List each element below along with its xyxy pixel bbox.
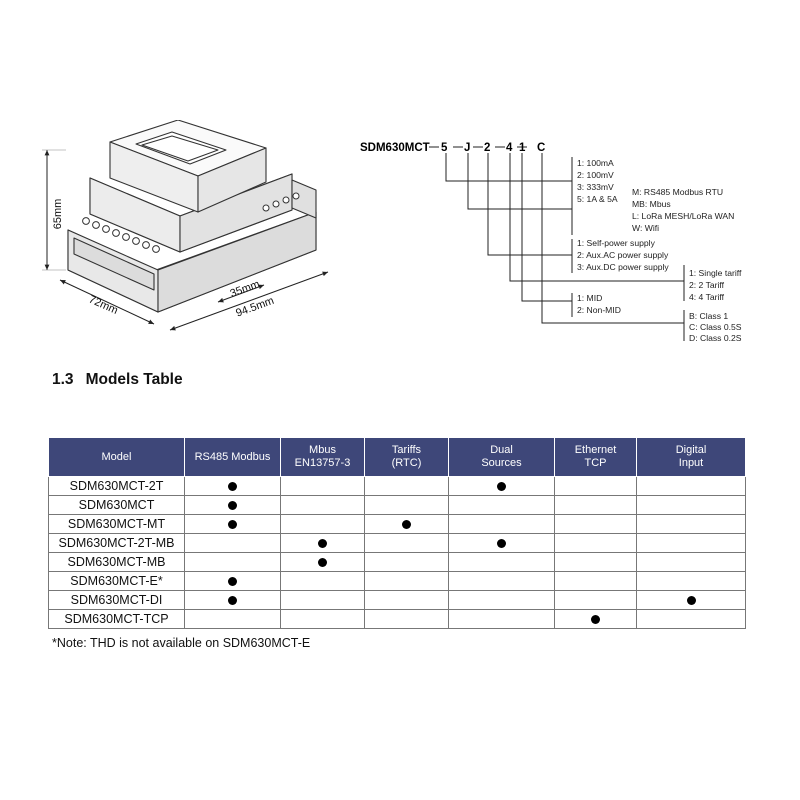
feature-cell — [449, 515, 555, 534]
option-text: 5: 1A & 5A — [577, 194, 618, 204]
option-text: 3: 333mV — [577, 182, 614, 192]
option-text: 1: 100mA — [577, 158, 614, 168]
table-row — [49, 515, 746, 534]
device-drawing — [30, 120, 350, 350]
feature-cell — [365, 572, 449, 591]
table-row — [49, 534, 746, 553]
model-name-cell: SDM630MCT-DI — [49, 591, 185, 610]
feature-cell — [637, 591, 746, 610]
feature-dot-icon — [687, 596, 696, 605]
feature-cell — [637, 572, 746, 591]
feature-cell — [281, 496, 365, 515]
feature-cell — [555, 496, 637, 515]
section-heading — [52, 371, 183, 389]
option-text: 1: Self-power supply — [577, 238, 655, 248]
code-segment-5: 1 — [519, 142, 526, 154]
feature-dot-icon — [228, 501, 237, 510]
feature-dot-icon — [318, 539, 327, 548]
feature-cell — [185, 572, 281, 591]
option-text: 2: 2 Tariff — [689, 280, 725, 290]
model-name-cell: SDM630MCT — [49, 496, 185, 515]
feature-cell — [185, 515, 281, 534]
dim-width-outer-label: 94.5mm — [234, 294, 276, 320]
feature-cell — [637, 534, 746, 553]
feature-cell — [555, 572, 637, 591]
feature-cell — [281, 534, 365, 553]
table-row — [49, 591, 746, 610]
models-table — [48, 437, 746, 629]
feature-cell — [555, 610, 637, 629]
table-body — [49, 477, 746, 629]
option-text: 1: MID — [577, 293, 603, 303]
feature-cell — [281, 591, 365, 610]
feature-dot-icon — [402, 520, 411, 529]
model-name-cell: SDM630MCT-MB — [49, 553, 185, 572]
feature-cell — [185, 553, 281, 572]
feature-cell — [449, 477, 555, 496]
feature-cell — [449, 572, 555, 591]
feature-cell — [365, 515, 449, 534]
feature-dot-icon — [497, 539, 506, 548]
feature-cell — [555, 477, 637, 496]
code-segment-2: J — [464, 142, 471, 154]
header-cell: Tariffs (RTC) — [365, 438, 449, 477]
model-name-cell: SDM630MCT-TCP — [49, 610, 185, 629]
option-text: MB: Mbus — [632, 199, 671, 209]
option-text: 2: Aux.AC power supply — [577, 250, 669, 260]
model-name-cell: SDM630MCT-2T-MB — [49, 534, 185, 553]
option-text: M: RS485 Modbus RTU — [632, 187, 724, 197]
feature-cell — [449, 610, 555, 629]
table-row — [49, 572, 746, 591]
table-row — [49, 553, 746, 572]
header-cell: Mbus EN13757-3 — [281, 438, 365, 477]
option-text: 2: Non-MID — [577, 305, 621, 315]
feature-cell — [365, 477, 449, 496]
feature-cell — [637, 515, 746, 534]
model-name-cell: SDM630MCT-2T — [49, 477, 185, 496]
feature-dot-icon — [497, 482, 506, 491]
feature-cell — [449, 553, 555, 572]
header-cell: RS485 Modbus — [185, 438, 281, 477]
code-segment-3: 2 — [484, 142, 491, 154]
code-segment-4: 4 — [506, 142, 513, 154]
header-cell: Dual Sources — [449, 438, 555, 477]
feature-cell — [185, 477, 281, 496]
feature-cell — [449, 534, 555, 553]
dim-width-inner-label: 35mm — [228, 278, 262, 301]
feature-cell — [365, 610, 449, 629]
feature-cell — [555, 591, 637, 610]
model-name-cell: SDM630MCT-MT — [49, 515, 185, 534]
model-code-diagram — [355, 135, 775, 350]
feature-dot-icon — [228, 482, 237, 491]
feature-cell — [281, 572, 365, 591]
option-text: D: Class 0.2S — [689, 333, 742, 343]
feature-cell — [281, 553, 365, 572]
feature-cell — [449, 591, 555, 610]
feature-cell — [555, 553, 637, 572]
option-text: C: Class 0.5S — [689, 322, 742, 332]
feature-cell — [555, 515, 637, 534]
feature-cell — [365, 553, 449, 572]
section-number: 1.3 — [52, 371, 74, 388]
table-row — [49, 496, 746, 515]
feature-cell — [637, 477, 746, 496]
table-row — [49, 610, 746, 629]
option-text: W: Wifi — [632, 223, 660, 233]
model-code-title: SDM630MCT — [360, 142, 430, 154]
feature-cell — [281, 515, 365, 534]
feature-cell — [449, 496, 555, 515]
feature-cell — [185, 610, 281, 629]
option-text: 3: Aux.DC power supply — [577, 262, 669, 272]
option-text: B: Class 1 — [689, 311, 729, 321]
feature-cell — [637, 610, 746, 629]
feature-cell — [281, 610, 365, 629]
feature-cell — [185, 534, 281, 553]
table-note: *Note: THD is not available on SDM630MCT-E — [52, 636, 311, 650]
dim-depth-label: 72mm — [86, 293, 120, 317]
feature-dot-icon — [318, 558, 327, 567]
feature-dot-icon — [228, 596, 237, 605]
feature-dot-icon — [591, 615, 600, 624]
table-header-row — [49, 438, 746, 477]
section-title: Models Table — [85, 371, 183, 388]
feature-cell — [555, 534, 637, 553]
header-cell: Model — [49, 438, 185, 477]
code-segment-6: C — [537, 142, 546, 154]
feature-cell — [365, 496, 449, 515]
table-row — [49, 477, 746, 496]
feature-cell — [365, 591, 449, 610]
option-text: 2: 100mV — [577, 170, 614, 180]
feature-cell — [637, 496, 746, 515]
feature-cell — [281, 477, 365, 496]
code-segment-1: 5 — [441, 142, 448, 154]
feature-cell — [185, 496, 281, 515]
dim-height-label: 65mm — [52, 198, 64, 230]
feature-dot-icon — [228, 577, 237, 586]
header-cell: Digital Input — [637, 438, 746, 477]
option-text: L: LoRa MESH/LoRa WAN — [632, 211, 735, 221]
feature-cell — [637, 553, 746, 572]
header-cell: Ethernet TCP — [555, 438, 637, 477]
feature-dot-icon — [228, 520, 237, 529]
model-name-cell: SDM630MCT-E* — [49, 572, 185, 591]
option-text: 1: Single tariff — [689, 268, 742, 278]
feature-cell — [185, 591, 281, 610]
feature-cell — [365, 534, 449, 553]
option-text: 4: 4 Tariff — [689, 292, 725, 302]
